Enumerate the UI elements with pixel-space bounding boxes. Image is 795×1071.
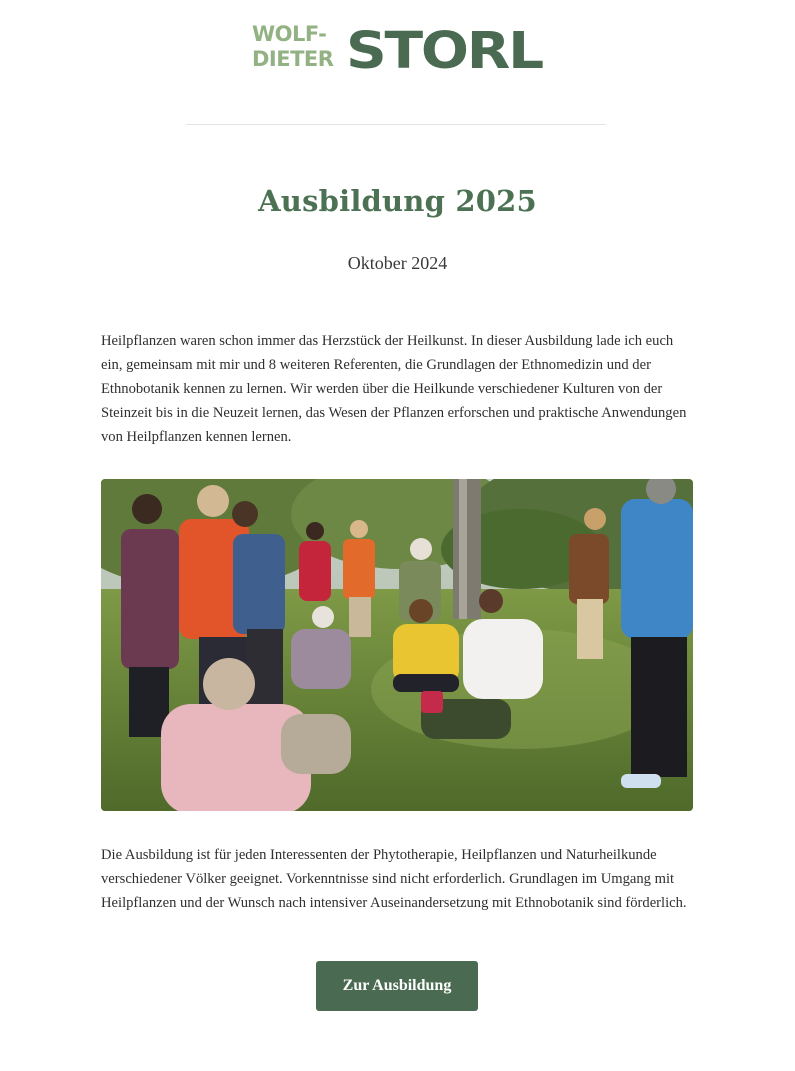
brand-logo[interactable] — [250, 20, 545, 72]
training-cta-button[interactable]: Zur Ausbildung — [316, 961, 478, 1011]
header-divider — [186, 124, 606, 125]
group-photo — [101, 479, 693, 811]
intro-paragraph: Heilpflanzen waren schon immer das Herzstück der Heilkunst. In dieser Ausbildung lade ich euch ein, gemeinsam mit mir und 8 weiteren Referenten, die Grundlagen der Ethnomedizin und der Ethnobotanik kennen zu lernen. Wir werden über die Heilkunde verschiedener Kulturen von der Steinzeit bis in die Neuzeit lernen, das Wesen der Pflanzen erforschen und praktische Anwendungen von Heilpflanzen kennen lernen. — [101, 333, 687, 445]
logo-wolf-text: WOLF- — [252, 22, 327, 46]
description-paragraph: Die Ausbildung ist für jeden Interessenten der Phytotherapie, Heilpflanzen und Naturheilkunde verschiedener Völker geeignet. Vorkenntnisse sind nicht erforderlich. Grundlagen im Umgang mit Heilpflanzen und der Wunsch nach intensiver Auseinandersetzung mit Ethnobotanik sind förderlich. — [101, 847, 687, 911]
logo-storl-text: STORL — [346, 22, 544, 72]
issue-date: Oktober 2024 — [347, 253, 448, 273]
logo-dieter-text: DIETER — [252, 47, 334, 71]
page-title: Ausbildung 2025 — [258, 184, 537, 218]
